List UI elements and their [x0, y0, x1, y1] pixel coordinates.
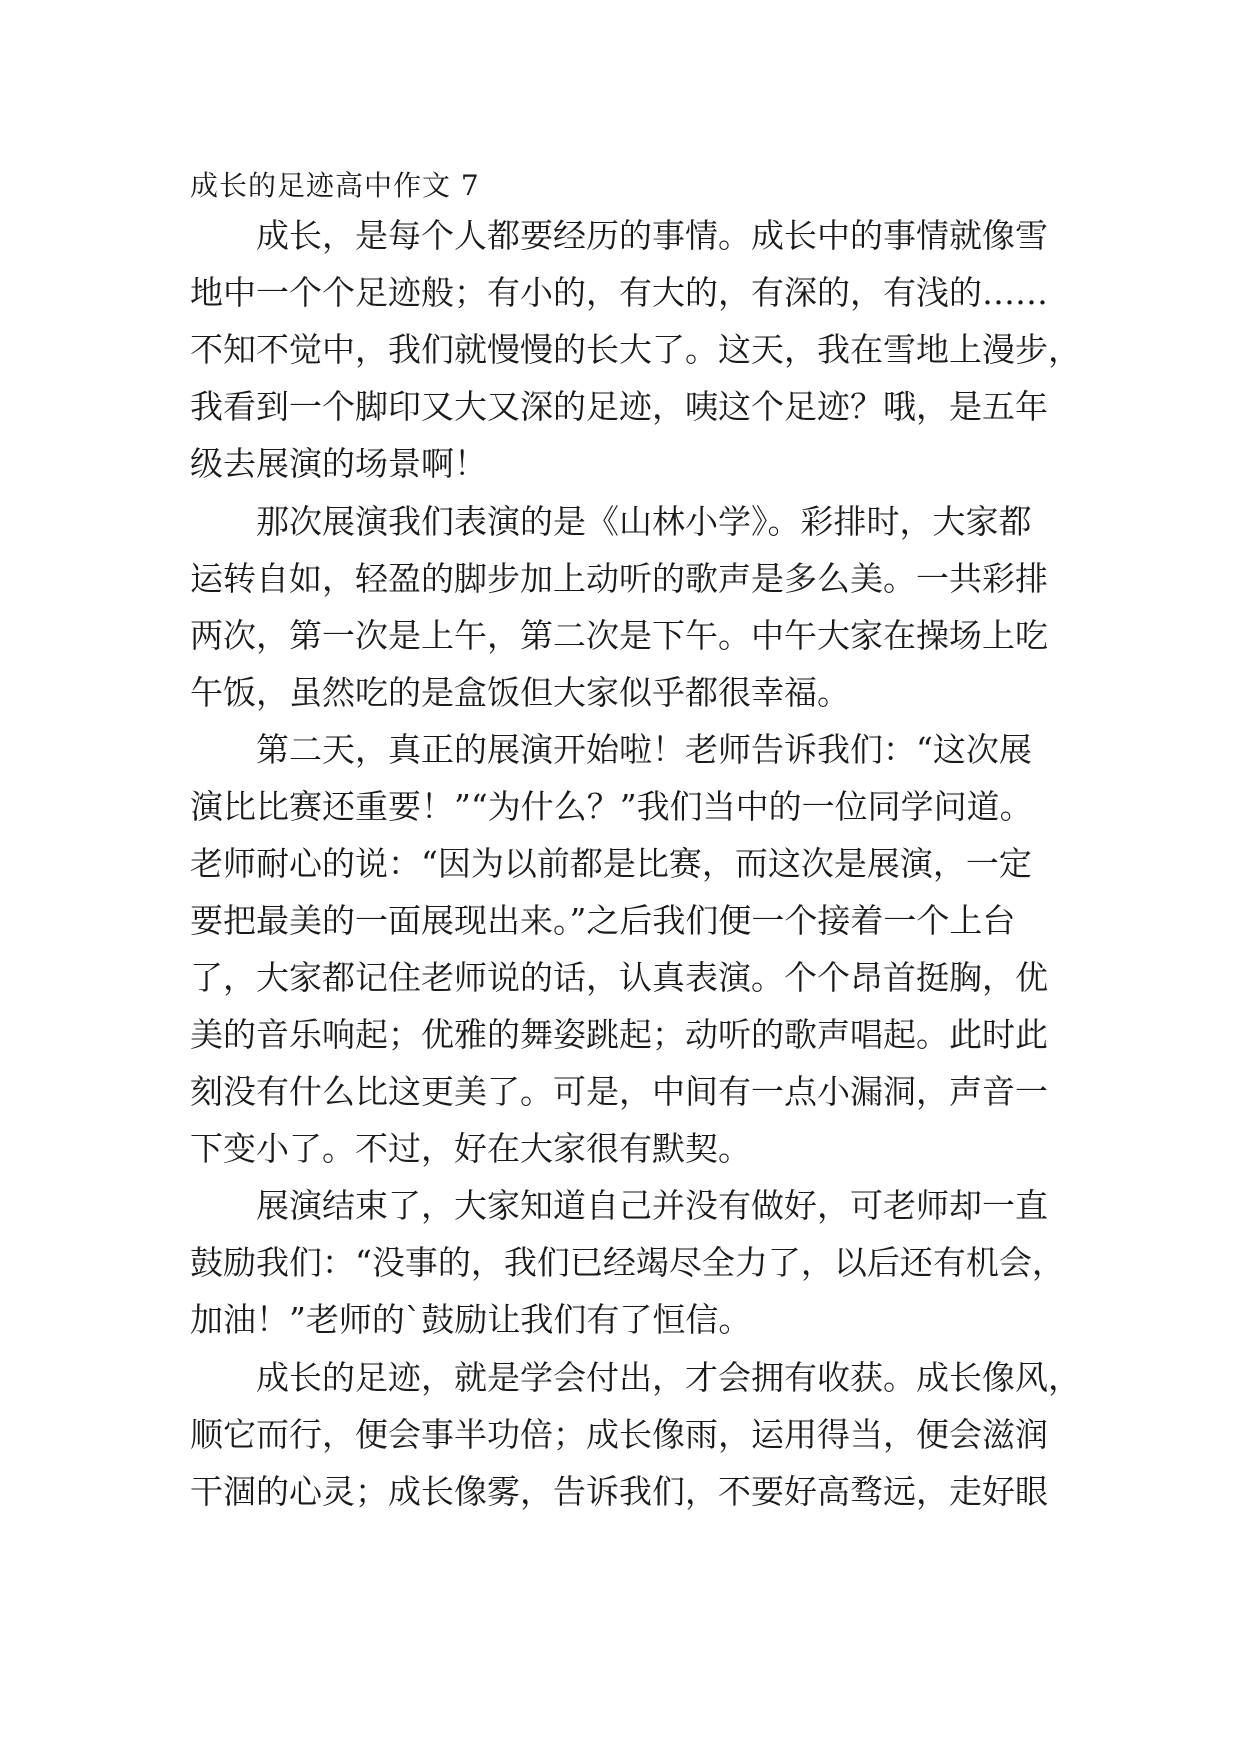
paragraph-line: 刻没有什么比这更美了。可是，中间有一点小漏洞，声音一 [190, 1072, 1048, 1111]
paragraph-line: 两次，第一次是上午，第二次是下午。中午大家在操场上吃 [190, 616, 1048, 655]
paragraph-line: 顺它而行，便会事半功倍；成长像雨，运用得当，便会滋润 [190, 1415, 1048, 1454]
paragraph-line: 那次展演我们表演的是《山林小学》。彩排时，大家都 [256, 502, 1032, 541]
document-page [190, 0, 1081, 1754]
document-title: 成长的足迹高中作文 7 [190, 169, 480, 202]
paragraph-line: 午饭，虽然吃的是盒饭但大家似乎都很幸福。 [190, 673, 850, 712]
paragraph-line: 成长的足迹，就是学会付出，才会拥有收获。成长像风， [256, 1358, 1081, 1397]
paragraph-line: 了，大家都记住老师说的话，认真表演。个个昂首挺胸，优 [190, 958, 1048, 997]
paragraph-line: 级去展演的场景啊！ [190, 444, 487, 483]
paragraph-line: 不知不觉中，我们就慢慢的长大了。这天，我在雪地上漫步， [190, 330, 1081, 369]
paragraph-line: 演比比赛还重要！”“为什么？”我们当中的一位同学问道。 [190, 787, 1033, 826]
paragraph-line: 干涸的心灵；成长像雾，告诉我们，不要好高骛远，走好眼 [190, 1472, 1048, 1511]
paragraph-line: 下变小了。不过，好在大家很有默契。 [190, 1129, 751, 1168]
paragraph-line: 加油！”老师的`鼓励让我们有了恒信。 [190, 1300, 752, 1339]
paragraph-line: 地中一个个足迹般；有小的，有大的，有深的，有浅的…… [190, 273, 1048, 312]
paragraph-line: 展演结束了，大家知道自己并没有做好，可老师却一直 [256, 1186, 1048, 1225]
paragraph-line: 老师耐心的说：“因为以前都是比赛，而这次是展演，一定 [190, 844, 1032, 883]
paragraph-line: 运转自如，轻盈的脚步加上动听的歌声是多么美。一共彩排 [190, 559, 1048, 598]
paragraph-line: 美的音乐响起；优雅的舞姿跳起；动听的歌声唱起。此时此 [190, 1015, 1048, 1054]
paragraph-line: 我看到一个脚印又大又深的足迹，咦这个足迹？哦，是五年 [190, 387, 1048, 426]
paragraph-line: 要把最美的一面展现出来。”之后我们便一个接着一个上台 [190, 901, 1016, 940]
paragraph-line: 成长，是每个人都要经历的事情。成长中的事情就像雪 [256, 216, 1048, 255]
paragraph-line: 第二天，真正的展演开始啦！老师告诉我们：“这次展 [256, 730, 1032, 769]
paragraph-line: 鼓励我们：“没事的，我们已经竭尽全力了，以后还有机会， [190, 1243, 1065, 1282]
